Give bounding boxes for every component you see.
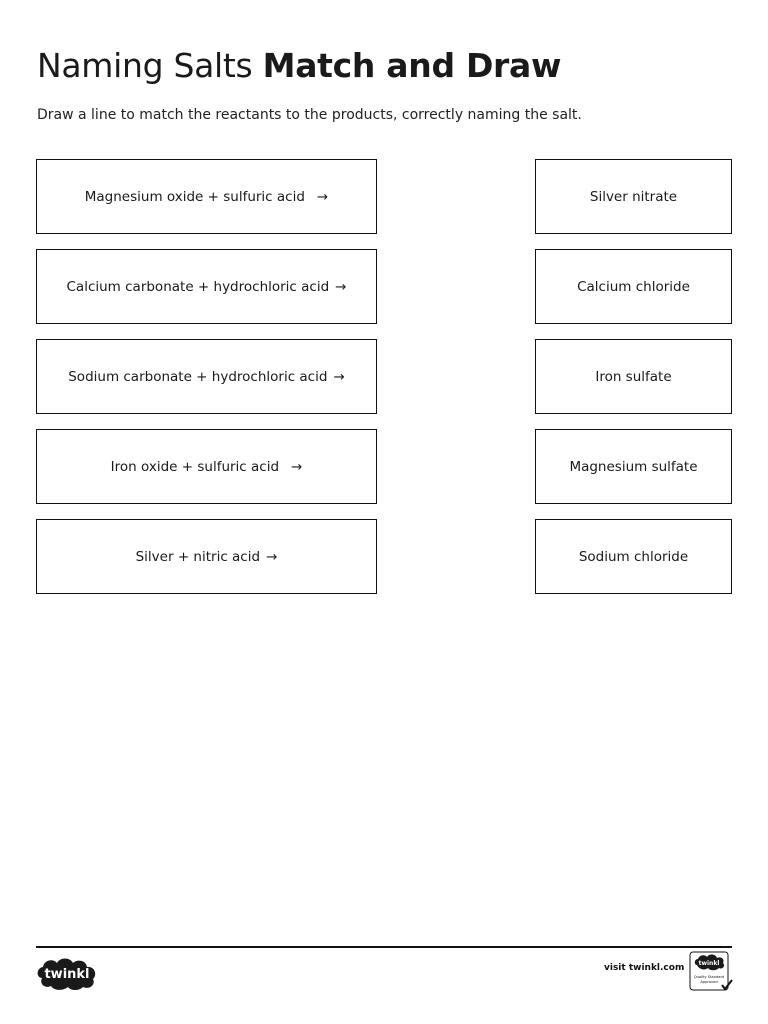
reactant-label: Iron oxide + sulfuric acid [110,458,280,475]
badge-text-line-2: Approved [700,980,718,984]
badge-text-line-1: Quality Standard [693,975,725,979]
badge-brand-text: twinkl [698,960,720,967]
product-box-1[interactable] [535,159,732,234]
product-label: Calcium chloride [577,278,690,295]
product-label: Sodium chloride [578,548,689,565]
reactant-label: Calcium carbonate + hydrochloric acid [66,278,330,295]
twinkl-logo[interactable] [36,954,98,990]
footer-divider [36,946,732,948]
instructions: Draw a line to match the reactants to the products, correctly naming the salt. [37,107,582,123]
product-box-2[interactable] [535,249,732,324]
right-arrow-icon: → [335,278,347,295]
reactant-label: Magnesium oxide + sulfuric acid [84,188,305,205]
page-title [37,46,561,85]
product-label: Magnesium sulfate [569,458,698,475]
reactant-label: Silver + nitric acid [135,548,261,565]
reactant-box-3[interactable] [36,339,377,414]
reactant-label: Sodium carbonate + hydrochloric acid [68,368,328,385]
reactant-box-4[interactable] [36,429,377,504]
quality-standard-badge [689,951,733,993]
product-box-4[interactable] [535,429,732,504]
right-arrow-icon: → [291,458,303,475]
product-label: Iron sulfate [595,368,672,385]
right-arrow-icon: → [266,548,278,565]
logo-text: twinkl [44,967,90,982]
right-arrow-icon: → [316,188,329,205]
reactant-box-2[interactable] [36,249,377,324]
reactant-box-5[interactable] [36,519,377,594]
product-box-3[interactable] [535,339,732,414]
title-bold: Match and Draw [262,46,562,85]
right-arrow-icon: → [333,368,345,385]
product-label: Silver nitrate [589,188,678,205]
product-box-5[interactable] [535,519,732,594]
title-light: Naming Salts [37,46,253,85]
reactant-box-1[interactable] [36,159,377,234]
visit-link[interactable]: visit twinkl.com [604,963,685,973]
